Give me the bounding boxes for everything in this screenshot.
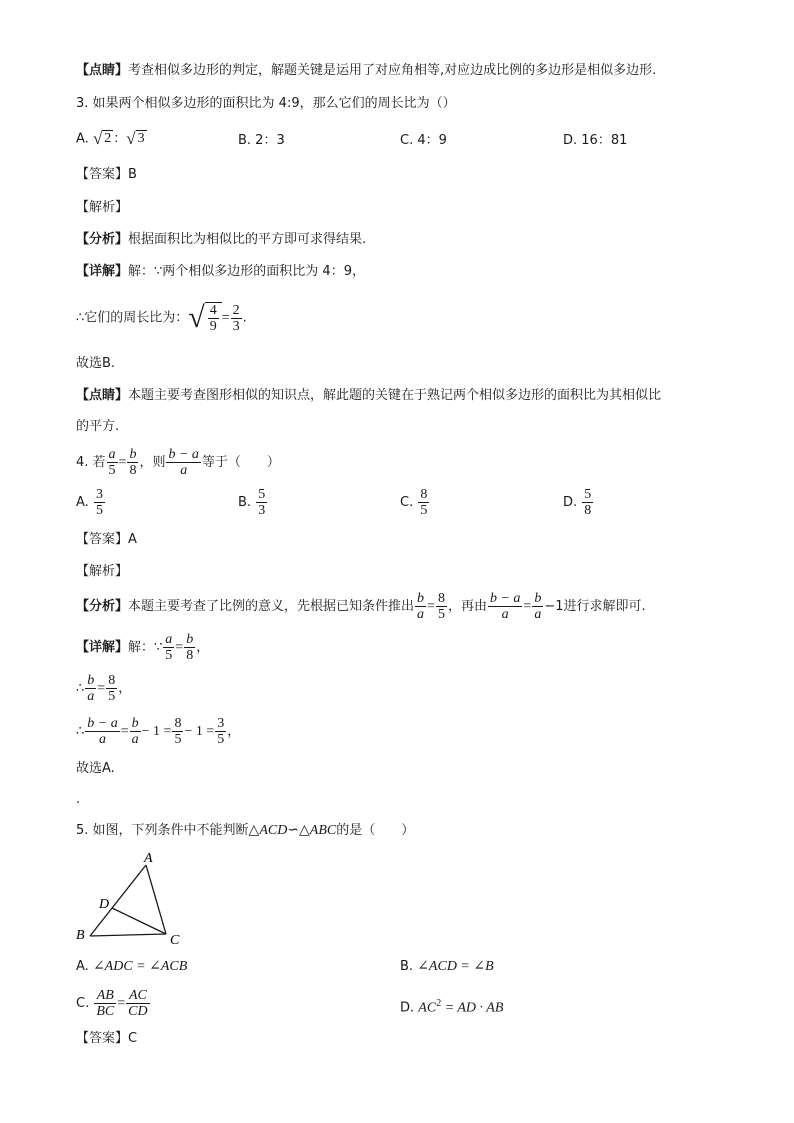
- q4-option-a: [76, 485, 106, 521]
- q4-option-c-den: 5: [420, 503, 428, 518]
- q4-option-d-frac: [582, 487, 593, 518]
- q3-option-a-sqrt-right: √ 3: [126, 129, 145, 148]
- q4-step2-prefix: ∴: [76, 724, 85, 739]
- q2-comment-tag: 【点睛】: [76, 63, 129, 78]
- q5-option-c-label: C.: [76, 996, 90, 1011]
- q4-option-b: [238, 485, 268, 521]
- q4-option-b-num: 5: [258, 487, 266, 502]
- q4-fenxi-f1: [415, 591, 426, 622]
- q4-option-d-num: 5: [584, 487, 592, 502]
- q4-option-d: [563, 485, 594, 521]
- q5-option-c-right: [126, 988, 149, 1019]
- q4-option-c-label: C.: [400, 495, 414, 510]
- q4-fenxi-f2-den: 5: [437, 607, 445, 622]
- q4-option-c-frac: [418, 487, 429, 518]
- q4-step1-f1: [85, 673, 96, 704]
- q4-stem-prefix: 4. 若: [76, 455, 106, 470]
- q3-option-a: [76, 130, 147, 149]
- q5-answer: 【答案】C: [76, 1031, 138, 1046]
- q4-step2-f1: [85, 716, 119, 747]
- q4-fenxi-f2-num: 8: [437, 591, 445, 606]
- q5-option-a: [76, 958, 187, 976]
- q5-option-d: [400, 995, 503, 1017]
- q5-triangle-figure: [70, 848, 200, 948]
- q3-choose: 故选B.: [76, 356, 116, 371]
- q4-stem-mid: ，则: [139, 455, 166, 470]
- q5-label-d: D: [99, 897, 110, 912]
- q4-detail-f1: [163, 632, 174, 663]
- q4-step1: [76, 672, 131, 706]
- q4-choose: 故选A.: [76, 761, 115, 776]
- q4-expr: [166, 447, 200, 478]
- q3-detail: [76, 263, 365, 281]
- q4-fenxi-f4-den: a: [534, 607, 542, 622]
- q3-detail-tag: 【详解】: [76, 264, 129, 279]
- q3-option-d: D. 16：81: [563, 133, 628, 148]
- q2-comment-text: 考查相似多边形的判定，解题关键是运用了对应角相等,对应边成比例的多边形是相似多边形.: [128, 63, 657, 78]
- q3-fenxi: [76, 231, 366, 249]
- q4-expr-den: a: [180, 463, 188, 478]
- q4-fenxi-f4: [532, 591, 543, 622]
- q4-step2-mid: − 1 =: [141, 724, 172, 739]
- q3-answer: 【答案】B: [76, 167, 137, 182]
- q3-option-a-sqrt-left: √ 2: [92, 129, 112, 148]
- q5-option-c-right-den: CD: [128, 1004, 148, 1019]
- q4-step2-f2: [130, 716, 141, 747]
- q3-step1: [76, 300, 247, 337]
- q4-analysis: 【解析】: [76, 564, 129, 579]
- q5-stem-triangles: △ACD∽△ABC: [248, 823, 337, 838]
- q5-option-c-right-num: AC: [126, 988, 149, 1004]
- q4-step2-f1-num: b − a: [87, 716, 118, 731]
- q5-side-ac: [146, 865, 166, 934]
- q5-label-b: B: [76, 928, 85, 943]
- q3-comment: [76, 387, 661, 405]
- q3-step1-res-num: 2: [232, 302, 240, 318]
- q5-segment-cd: [112, 908, 166, 934]
- q4-step1-f2-den: 5: [108, 689, 116, 704]
- q4-option-a-den: 5: [95, 503, 103, 518]
- q4-cond-a-den: 5: [108, 463, 116, 478]
- q4-step2: [76, 715, 240, 749]
- q4-cond-eq: =: [118, 455, 127, 470]
- q4-step2-f3-num: 8: [174, 716, 182, 731]
- q4-step2-f2-den: a: [131, 732, 139, 747]
- q3-step1-rad-num: 4: [209, 302, 217, 318]
- q4-cond-a-num: a: [108, 447, 116, 462]
- q4-detail-f2-num: b: [186, 632, 194, 647]
- q4-detail: [76, 631, 209, 665]
- q3-fenxi-tag: 【分析】: [76, 232, 129, 247]
- q4-detail-eq: =: [175, 640, 184, 655]
- q4-cond-b-den: 8: [129, 463, 137, 478]
- q3-fenxi-text: 根据面积比为相似比的平方即可求得结果.: [128, 232, 367, 247]
- q5-option-b: [400, 958, 494, 976]
- q3-option-a-sep: ：: [113, 131, 127, 147]
- q4-fenxi-f3-num: b − a: [489, 591, 521, 606]
- q4-dot: .: [76, 792, 81, 807]
- q5-stem-end: 的是（ ）: [336, 823, 415, 838]
- q4-option-b-label: B.: [238, 495, 252, 510]
- q4-detail-f1-num: a: [165, 632, 173, 647]
- q4-option-a-frac: [94, 487, 105, 518]
- q3-option-b: B. 2：3: [238, 133, 285, 148]
- q4-detail-end: ，: [196, 640, 210, 655]
- q5-stem-prefix: 5. 如图，下列条件中不能判断: [76, 823, 249, 838]
- q2-comment: [76, 62, 656, 80]
- q5-option-d-label: D.: [400, 1000, 415, 1016]
- q4-option-a-num: 3: [95, 487, 103, 502]
- q5-option-c-left: [94, 988, 116, 1019]
- q4-fenxi-eq1: =: [427, 599, 435, 614]
- q4-cond-b-num: b: [129, 447, 137, 462]
- q4-step2-end: ，: [227, 724, 241, 739]
- q3-option-c: C. 4：9: [400, 133, 447, 148]
- q3-detail-text: 解：∵两个相似多边形的面积比为 4：9，: [128, 264, 365, 279]
- q4-option-b-den: 3: [258, 503, 266, 518]
- q4-fenxi-f4-num: b: [534, 591, 542, 606]
- q4-detail-tag: 【详解】: [76, 640, 129, 655]
- q4-stem-end: 等于（ ）: [201, 455, 280, 470]
- q3-comment-tag: 【点睛】: [76, 388, 129, 403]
- q4-step1-f1-num: b: [87, 673, 95, 688]
- q5-label-c: C: [170, 933, 180, 948]
- q4-detail-f2-den: 8: [186, 648, 194, 663]
- q4-fenxi-text3: −1进行求解即可.: [544, 599, 646, 614]
- q4-option-d-label: D.: [563, 495, 578, 510]
- q4-detail-prefix: 解：∵: [128, 640, 163, 655]
- q4-step2-f4-den: 5: [217, 732, 225, 747]
- q4-step2-f4: [215, 716, 226, 747]
- q5-option-a-text: ∠ADC = ∠ACB: [92, 959, 188, 974]
- q4-answer: 【答案】A: [76, 532, 137, 547]
- q4-step2-f2-num: b: [131, 716, 139, 731]
- q5-option-d-rest: = AD · AB: [441, 1000, 504, 1016]
- q5-option-d-sup: 2: [436, 998, 442, 1009]
- q3-step1-result: [231, 303, 242, 334]
- q5-option-b-text: ∠ACD = ∠B: [417, 959, 494, 974]
- q4-option-d-den: 8: [584, 503, 592, 518]
- q4-fenxi-text2: ，再由: [447, 599, 487, 614]
- q3-step1-rad-frac: [208, 303, 219, 334]
- q5-option-c-left-num: AB: [94, 988, 116, 1004]
- q5-option-c-left-den: BC: [96, 1004, 115, 1019]
- q3-analysis: 【解析】: [76, 200, 129, 215]
- q3-step1-res-den: 3: [232, 318, 240, 334]
- q4-step2-f1-den: a: [99, 732, 106, 747]
- q5-option-c: [76, 986, 151, 1022]
- q4-fenxi-tag: 【分析】: [76, 599, 129, 614]
- q4-step1-f2-num: 8: [108, 673, 116, 688]
- q3-option-a-label: A.: [76, 131, 89, 147]
- q3-comment-line1: 本题主要考查图形相似的知识点，解此题的关键在于熟记两个相似多边形的面积比为其相似比: [128, 388, 662, 403]
- q3-option-a-left-value: 2: [104, 131, 112, 146]
- q5-side-bc: [90, 934, 166, 936]
- q4-step1-f1-den: a: [87, 689, 95, 704]
- q4-fenxi-f3-den: a: [501, 607, 509, 622]
- q4-step1-eq: =: [97, 681, 106, 696]
- q3-step1-eq: =: [221, 310, 230, 326]
- q3-step1-prefix: ∴它们的周长比为：: [76, 310, 189, 326]
- q4-detail-f1-den: 5: [165, 648, 173, 663]
- q5-option-d-base: AC: [418, 1000, 437, 1016]
- q4-step2-f4-num: 3: [217, 716, 225, 731]
- q4-option-a-label: A.: [76, 495, 89, 510]
- q4-fenxi-eq2: =: [523, 599, 532, 614]
- q4-stem: [76, 446, 280, 480]
- q5-label-a: A: [144, 851, 153, 866]
- q4-fenxi-f2: [436, 591, 447, 622]
- q4-fenxi-f1-den: a: [417, 607, 425, 622]
- q4-cond-b: [127, 447, 138, 478]
- q4-option-c: [400, 485, 430, 521]
- q4-fenxi-f3: [488, 591, 522, 622]
- q3-stem: 3. 如果两个相似多边形的面积比为 4:9，那么它们的周长比为（）: [76, 96, 456, 111]
- q4-step2-mid2: − 1 =: [184, 724, 215, 739]
- q4-step1-prefix: ∴: [76, 681, 85, 696]
- q5-stem: [76, 822, 414, 840]
- q3-comment-line2: 的平方.: [76, 419, 120, 434]
- q5-option-c-eq: =: [117, 996, 126, 1011]
- q4-option-c-num: 8: [420, 487, 428, 502]
- q5-option-a-label: A.: [76, 959, 89, 974]
- q4-step2-f3: [172, 716, 183, 747]
- q4-step2-eq: =: [120, 724, 129, 739]
- q5-option-b-label: B.: [400, 959, 414, 974]
- q3-step1-rad-den: 9: [209, 318, 217, 334]
- q4-cond-a: [107, 447, 118, 478]
- q4-step1-end: ，: [118, 681, 132, 696]
- q3-step1-end: .: [242, 310, 247, 326]
- q4-expr-num: b − a: [168, 447, 199, 462]
- q4-fenxi-text1: 本题主要考查了比例的意义，先根据已知条件推出: [128, 599, 415, 614]
- q4-fenxi-f1-num: b: [417, 591, 425, 606]
- q4-fenxi: [76, 590, 646, 624]
- q4-option-b-frac: [256, 487, 267, 518]
- q4-step2-f3-den: 5: [174, 732, 182, 747]
- q3-step1-sqrt: √ $\frac{4}{9}$: [188, 300, 221, 336]
- q4-step1-f2: [106, 673, 117, 704]
- q3-option-a-right-value: 3: [137, 131, 145, 146]
- q4-detail-f2: [184, 632, 195, 663]
